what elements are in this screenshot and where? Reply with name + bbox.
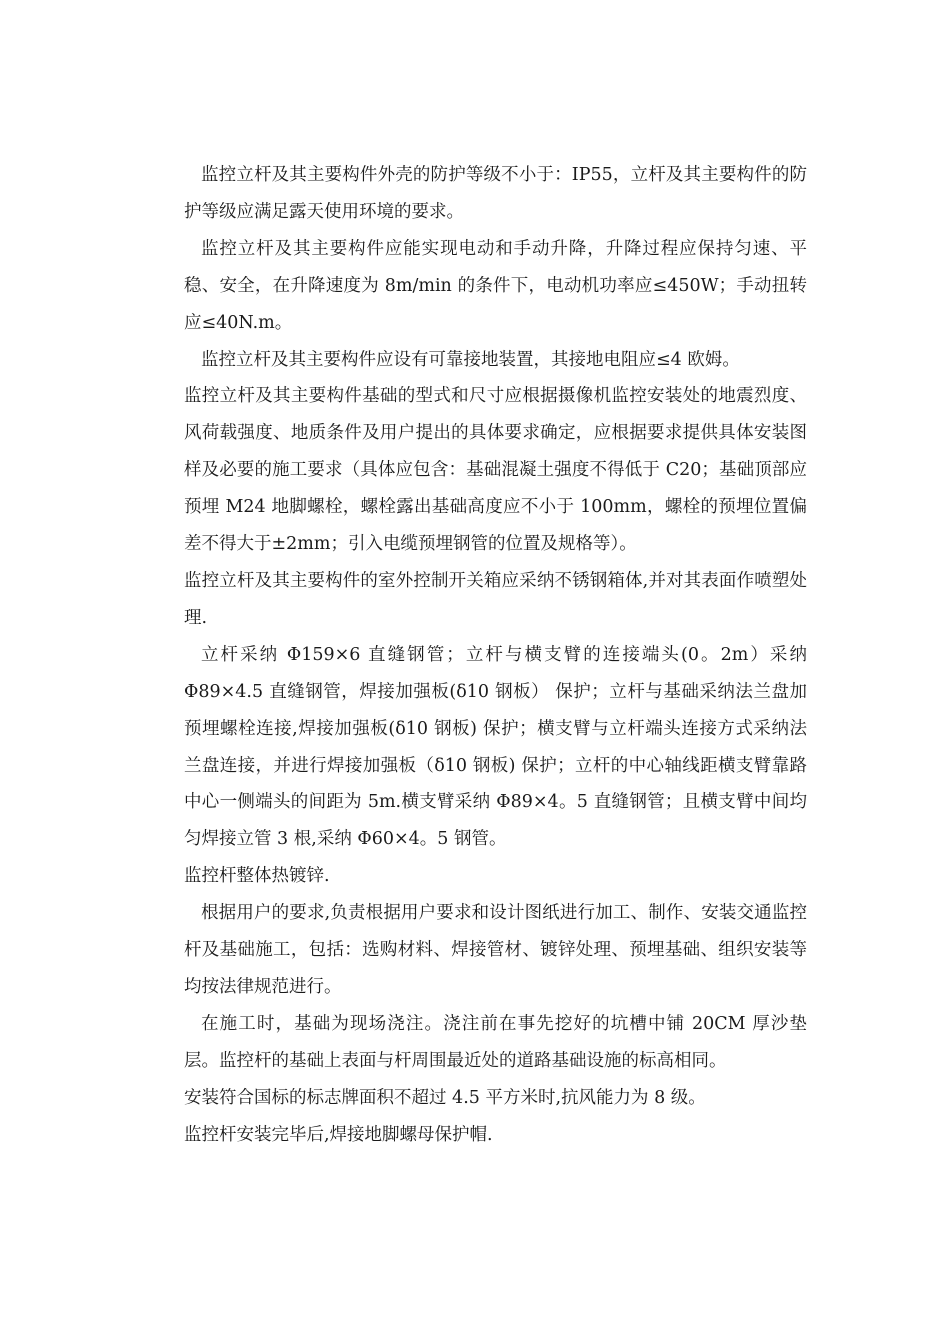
- paragraph-lifting-requirements: 监控立杆及其主要构件应能实现电动和手动升降，升降过程应保持匀速、平稳、安全，在升降速度为 8m/min 的条件下，电动机功率应≤450W；手动扭转应≤40N.m。: [184, 238, 807, 333]
- document-body: [184, 157, 807, 1153]
- paragraph-protection-rating: 监控立杆及其主要构件外壳的防护等级不小于：IP55，立杆及其主要构件的防护等级应满足露天使用环境的要求。: [184, 165, 807, 222]
- paragraph-wind-resistance: 安装符合国标的标志牌面积不超过 4.5 平方米时,抗风能力为 8 级。: [184, 1087, 706, 1108]
- paragraph-galvanizing: 监控杆整体热镀锌.: [184, 866, 330, 887]
- paragraph-control-box: 监控立杆及其主要构件的室外控制开关箱应采纳不锈钢箱体,并对其表面作喷塑处理.: [184, 570, 807, 628]
- paragraph-grounding: 监控立杆及其主要构件应设有可靠接地装置，其接地电阻应≤4 欧姆。: [201, 349, 740, 370]
- paragraph-construction-pouring: 在施工时，基础为现场浇注。浇注前在事先挖好的坑槽中铺 20CM 厚沙垫层。监控杆的基础上表面与杆周围最近处的道路基础设施的标高相同。: [184, 1013, 807, 1071]
- paragraph-manufacturing-scope: 根据用户的要求,负责根据用户要求和设计图纸进行加工、制作、安装交通监控杆及基础施工，包括：选购材料、焊接管材、镀锌处理、预埋基础、组织安装等均按法律规范进行。: [184, 903, 807, 997]
- paragraph-foundation: 监控立杆及其主要构件基础的型式和尺寸应根据摄像机监控安装处的地震烈度、风荷载强度、地质条件及用户提出的具体要求确定，应根据要求提供具体安装图样及必要的施工要求（具体应包含：基础混凝土强度不得低于 C20；基础顶部应预埋 M24 地脚螺栓，螺栓露出基础高度应不小于 100mm，螺栓的预埋位置偏差不得大于±2mm；引入电缆预埋钢管的位置及规格等）。: [184, 386, 807, 555]
- paragraph-protective-caps: 监控杆安装完毕后,焊接地脚螺母保护帽.: [184, 1124, 493, 1145]
- paragraph-pole-steel-specs: 立杆采纳 Φ159×6 直缝钢管；立杆与横支臂的连接端头(0。2m）采纳 Φ89×4.5 直缝钢管，焊接加强板(δ10 钢板） 保护；立杆与基础采纳法兰盘加预埋螺栓连接,焊接加强板(δ10 钢板) 保护；横支臂与立杆端头连接方式采纳法兰盘连接，并进行焊接加强板（δ10 钢板) 保护；立杆的中心轴线距横支臂靠路中心一侧端头的间距为 5m.横支臂采纳 Φ89×4。5 直缝钢管；且横支臂中间均匀焊接立管 3 根,采纳 Φ60×4。5 钢管。: [184, 644, 807, 850]
